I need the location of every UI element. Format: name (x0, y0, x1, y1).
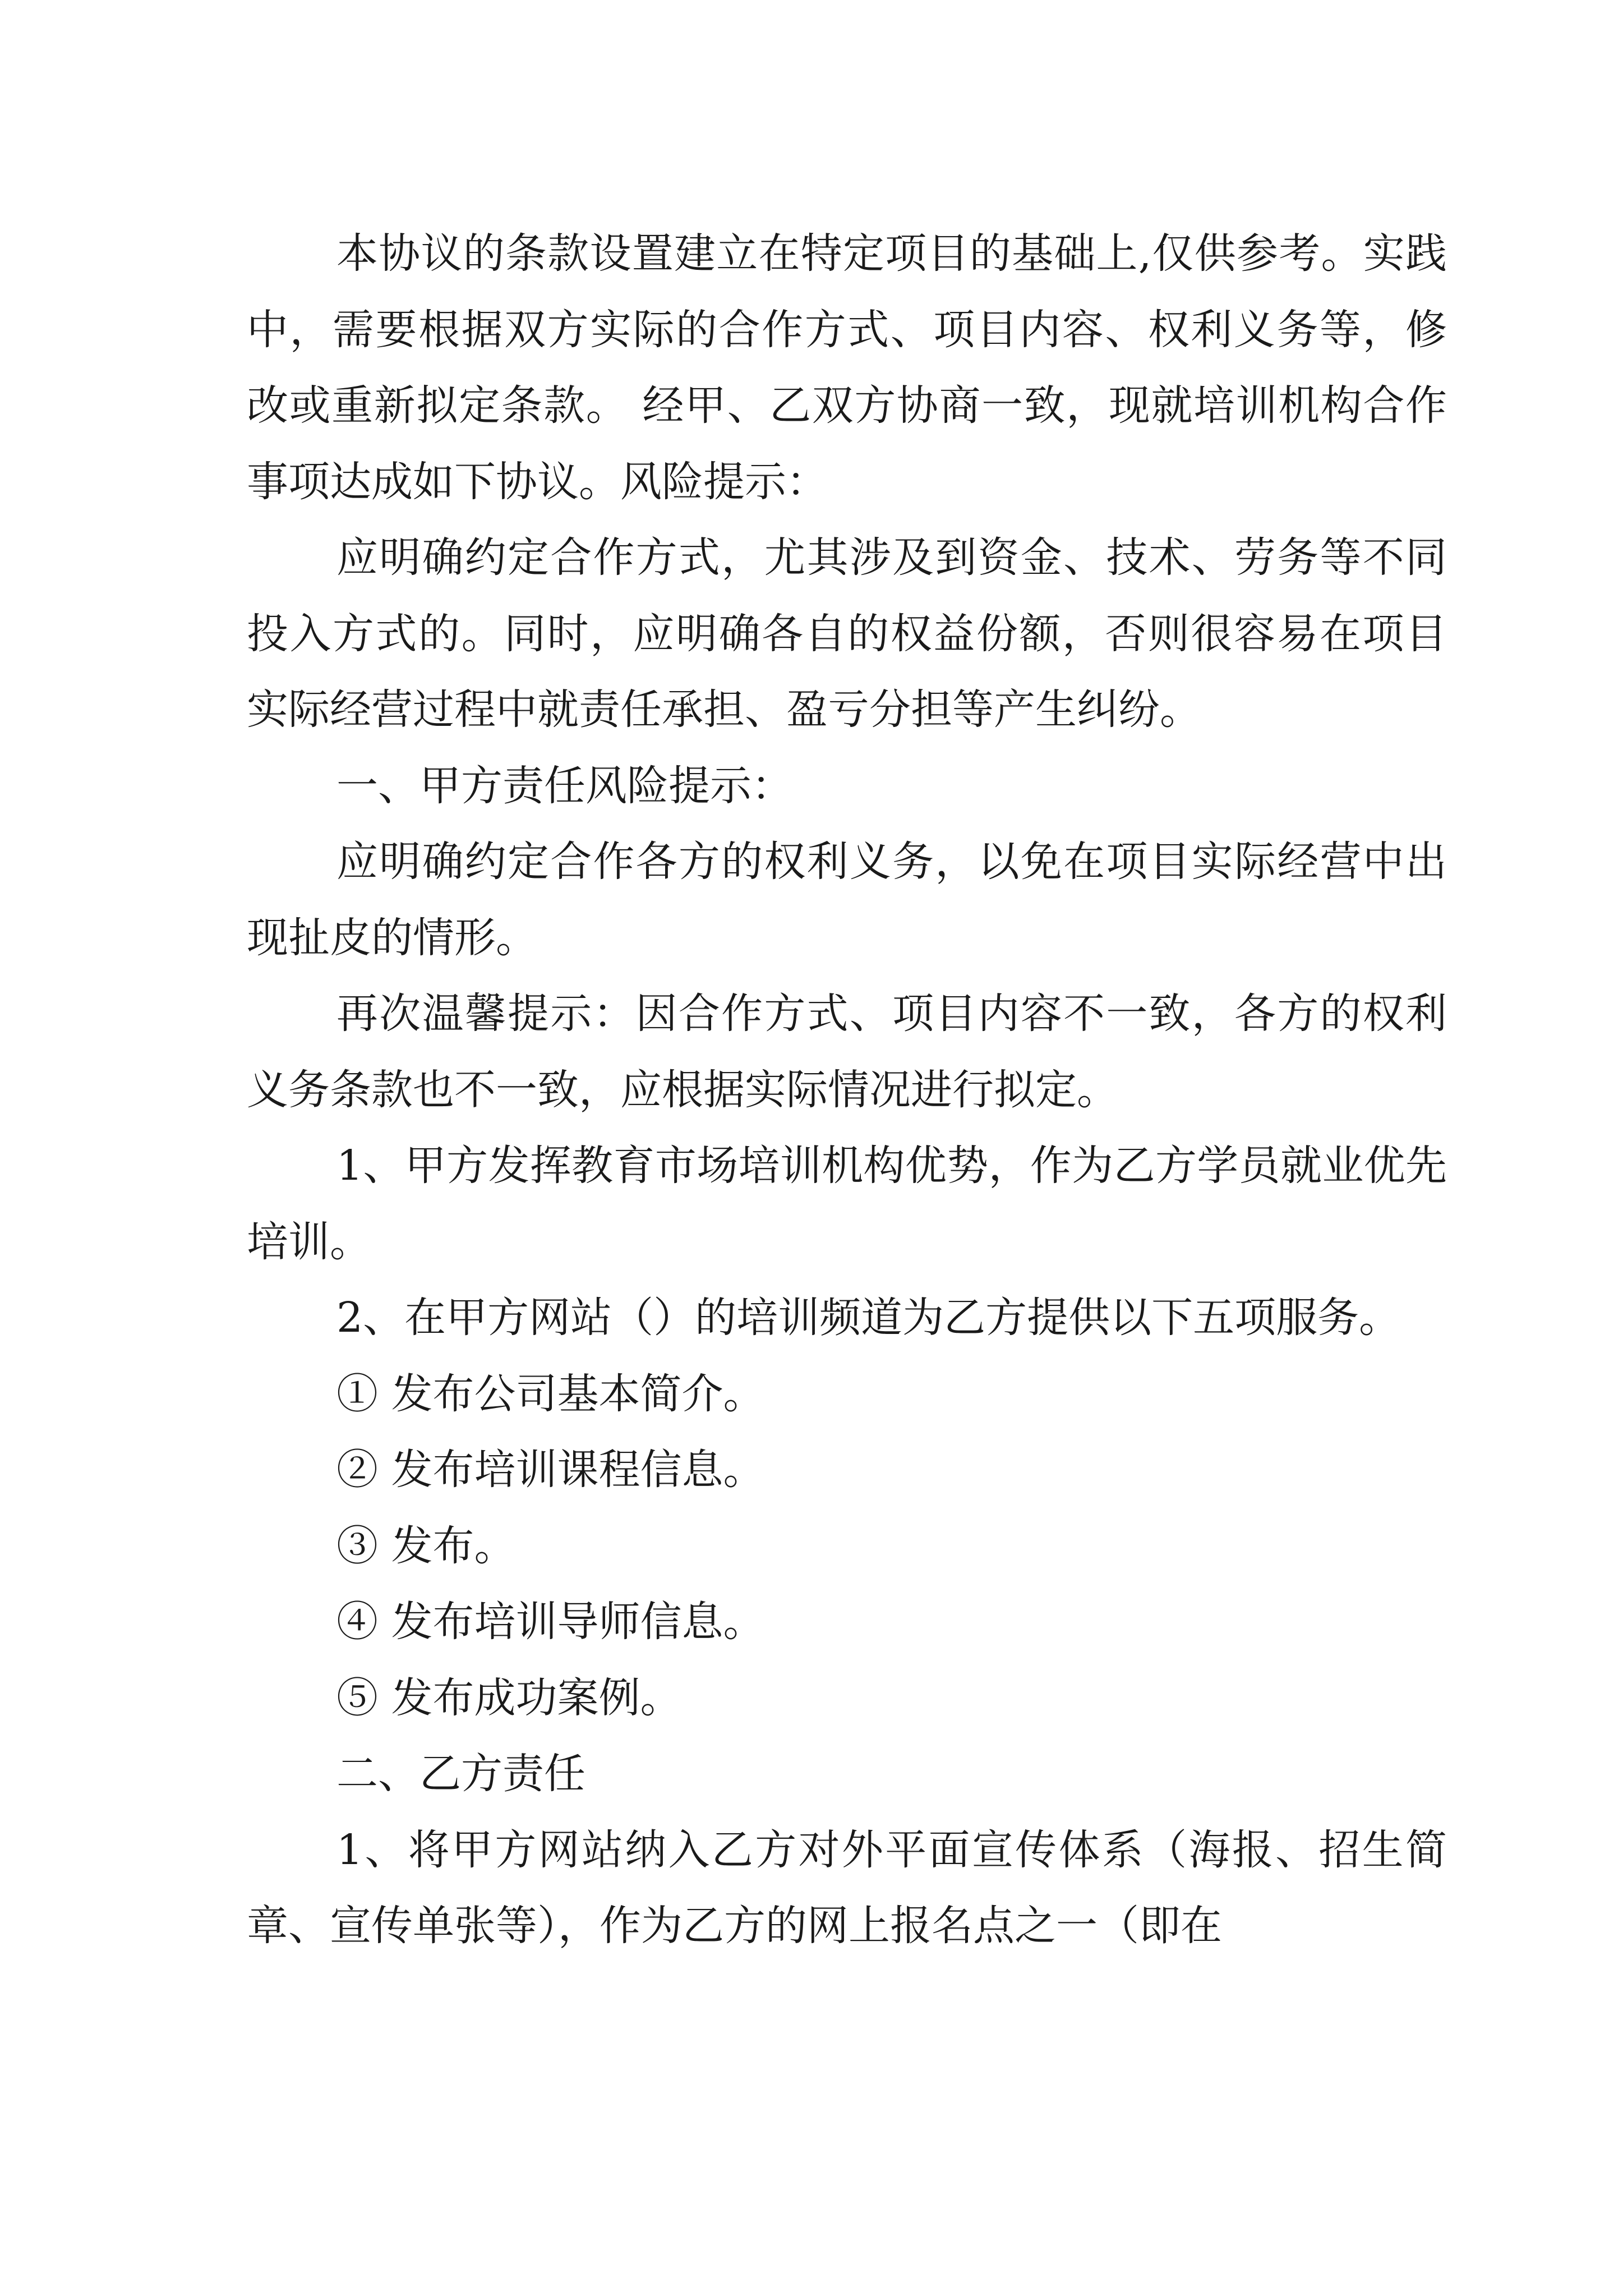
list-item-5: ⑤ 发布成功案例。 (336, 1673, 682, 1722)
section-heading-party-a: 一、甲方责任风险提示： (336, 761, 793, 810)
paragraph-risk-note: 应明确约定合作方式，尤其涉及到资金、技术、劳务等不同投入方式的。同时，应明确各自的权益份额，否则很容易在项目实际经营过程中就责任承担、盈亏分担等产生纠纷。 (247, 533, 1447, 734)
list-item-3: ③ 发布。 (336, 1521, 516, 1570)
list-item-4: ④ 发布培训导师信息。 (336, 1598, 765, 1646)
clause-b-1: 1、将甲方网站纳入乙方对外平面宣传体系（海报、招生简章、宣传单张等），作为乙方的网上报名点之一（即在 (247, 1825, 1447, 1950)
section-heading-party-b: 二、乙方责任 (336, 1750, 585, 1798)
paragraph-rights-obligations: 应明确约定合作各方的权利义务，以免在项目实际经营中出现扯皮的情形。 (247, 838, 1447, 962)
paragraph-intro: 本协议的条款设置建立在特定项目的基础上,仅供参考。实践中，需要根据双方实际的合作方式、项目内容、权利义务等，修改或重新拟定条款。 经甲、乙双方协商一致，现就培训机构合作事项达成如下协议。风险提示： (247, 229, 1447, 506)
clause-a-1: 1、甲方发挥教育市场培训机构优势，作为乙方学员就业优先培训。 (247, 1142, 1447, 1266)
list-item-2: ② 发布培训课程信息。 (336, 1446, 765, 1494)
clause-a-2: 2、在甲方网站（）的培训频道为乙方提供以下五项服务。 (336, 1294, 1401, 1342)
paragraph-reminder: 再次温馨提示：因合作方式、项目内容不一致，各方的权利义务条款也不一致，应根据实际情况进行拟定。 (247, 990, 1447, 1114)
list-item-1: ① 发布公司基本简介。 (336, 1369, 765, 1418)
document-body (247, 216, 1447, 1964)
